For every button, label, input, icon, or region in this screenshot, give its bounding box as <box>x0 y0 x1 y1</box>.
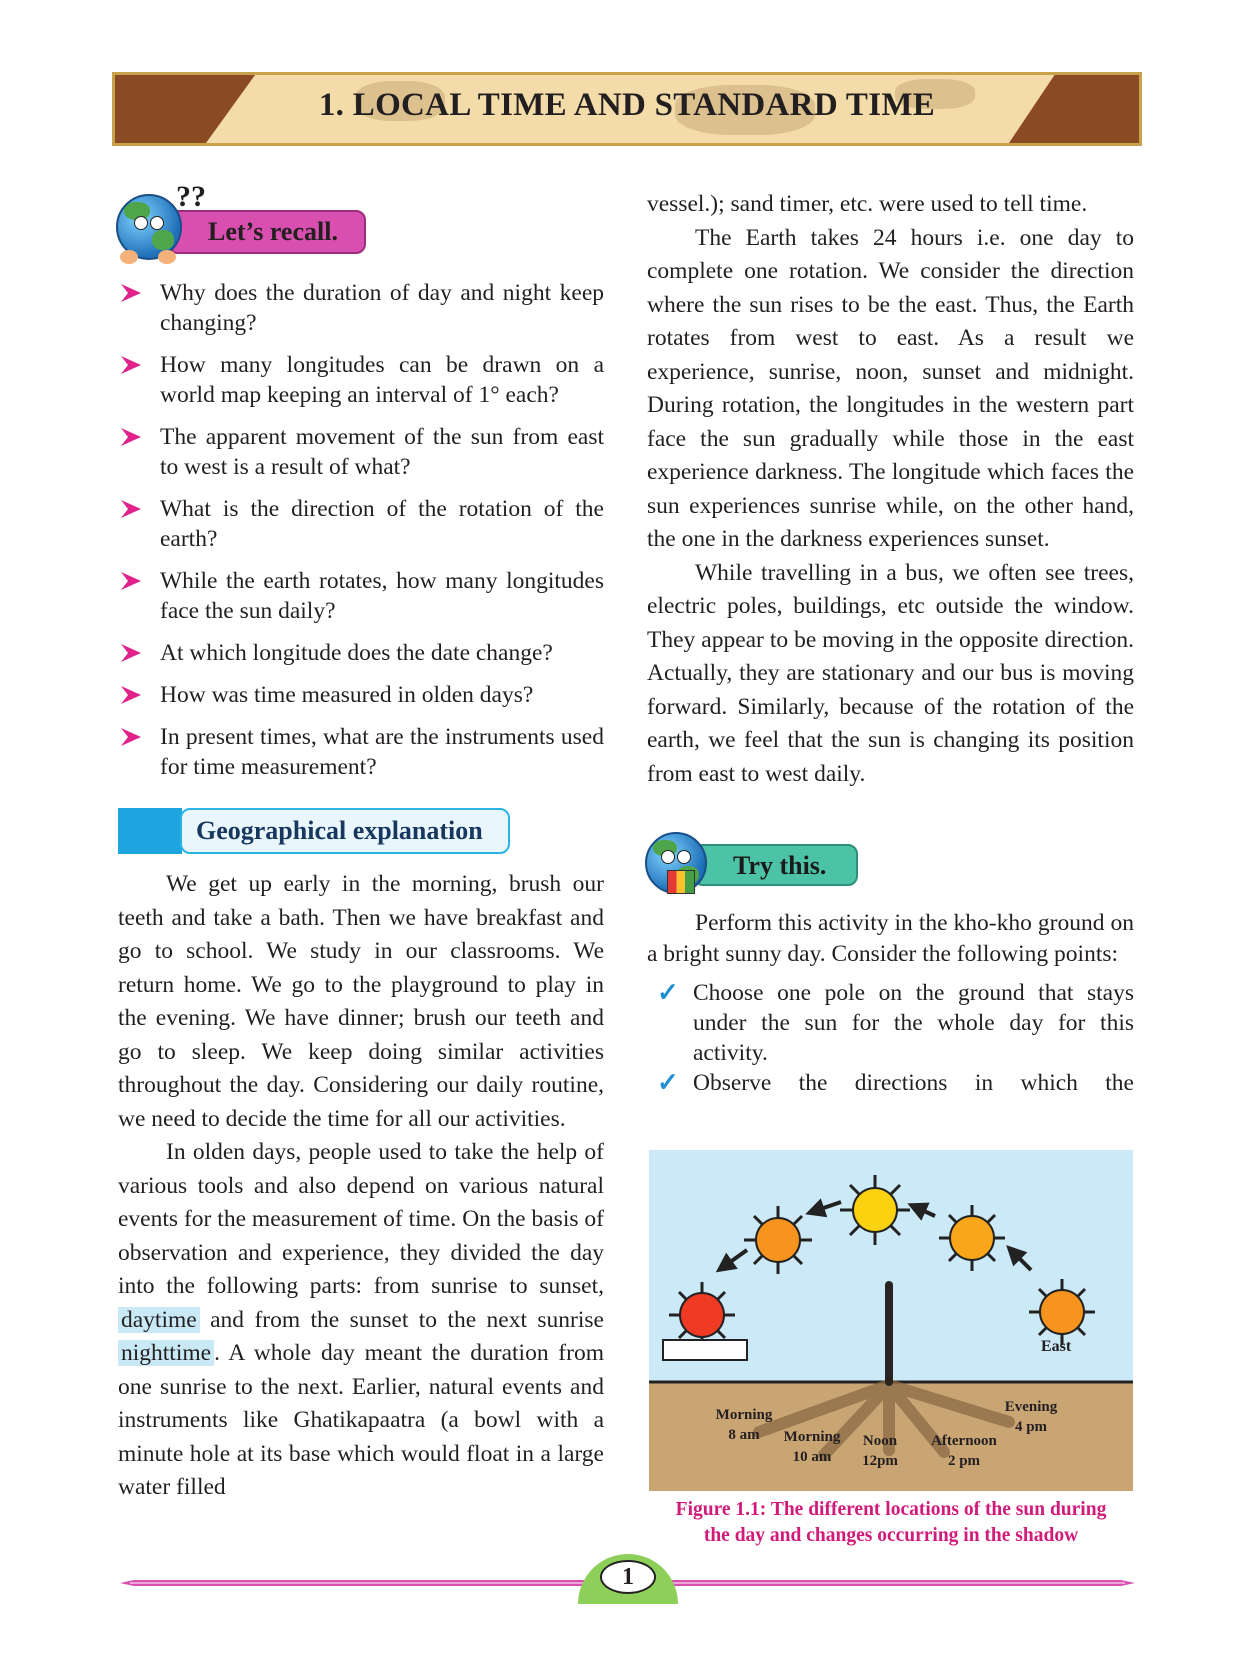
paragraph-daily-routine: We get up early in the morning, brush our teeth and take a bath. Then we have breakfast and go to school. We study in our classrooms. We return home. We go to the playground to play in the evening. We have dinner; brush our teeth and go to sleep. We keep doing similar activities throughout the day. Considering our daily routine, we need to decide the time for all our activities. <box>118 871 604 1132</box>
paragraph-earth-rotation: The Earth takes 24 hours i.e. one day to complete one rotation. We consider the direction where the sun rises to be the east. Thus, the Earth rotates from west to east. As a result we experience, sunrise, noon, sunset and midnight. During rotation, the longitudes in the western part face the sun gradually while those in the east experience darkness. The longitude which faces the sun experiences sunrise while, on the other hand, the one in the darkness experiences sunset. <box>647 224 1134 552</box>
bullet-arrow-icon <box>120 643 142 663</box>
caption-line: Figure 1.1: The different locations of the sun during <box>675 1499 1107 1520</box>
east-label: East <box>1041 1338 1072 1355</box>
question-text: While the earth rotates, how many longitudes face the sun daily? <box>160 568 604 624</box>
bullet-arrow-icon <box>120 685 142 705</box>
shadow-label-line: Morning <box>783 1429 841 1445</box>
list-item <box>118 566 604 626</box>
question-text: How was time measured in olden days? <box>160 682 534 708</box>
check-icon: ✓ <box>657 1068 679 1097</box>
bullet-arrow-icon <box>120 427 142 447</box>
shadow-label-line: Noon <box>862 1433 898 1449</box>
try-this-header <box>645 830 860 900</box>
question-text: Why does the duration of day and night keep changing? <box>160 280 604 336</box>
shadow-label-line: 10 am <box>792 1449 832 1465</box>
recall-question-list <box>118 278 604 782</box>
paragraph-continued: vessel.); sand timer, etc. were used to tell time. <box>647 191 1088 217</box>
shadow-label-4pm <box>991 1397 1071 1437</box>
shadow-label-line: 4 pm <box>1014 1419 1048 1435</box>
sun-noon-icon <box>840 1175 910 1245</box>
question-text: In present times, what are the instruments used for time measurement? <box>160 724 604 780</box>
paragraph-activity-intro: Perform this activity in the kho-kho ground on a bright sunny day. Consider the following points: <box>647 910 1134 967</box>
text-span: and from the sunset to the next sunrise <box>210 1306 604 1333</box>
text-span: In olden days, people used to take the help of various tools and also depend on various natural events for the measurement of time. On the basis of observation and experience, they divided the day into the following parts: from sunrise to sunset, <box>118 1139 604 1299</box>
list-item <box>647 978 1134 1068</box>
highlighted-term-daytime: daytime <box>118 1307 200 1333</box>
page-number-badge <box>578 1554 678 1604</box>
list-item <box>647 1068 1134 1098</box>
bullet-arrow-icon <box>120 283 142 303</box>
bullet-arrow-icon <box>120 499 142 519</box>
west-label-box <box>663 1340 747 1360</box>
chapter-title: 1. LOCAL TIME AND STANDARD TIME <box>318 87 936 123</box>
list-item <box>118 638 604 668</box>
shadow-label-line: 8 am <box>728 1427 760 1443</box>
list-item <box>118 680 604 710</box>
activity-text-column <box>647 908 1134 1098</box>
shadow-label-10am <box>767 1427 857 1467</box>
heading-block-icon <box>118 808 182 854</box>
sun-shadow-figure <box>649 1150 1133 1491</box>
mascot-hand-icon <box>158 250 176 264</box>
recall-questions-column <box>118 278 604 794</box>
shadow-label-noon <box>845 1431 915 1471</box>
shadow-label-line: Evening <box>1004 1399 1058 1415</box>
question-text: The apparent movement of the sun from east to west is a result of what? <box>160 424 604 480</box>
lets-recall-header <box>116 180 376 266</box>
check-icon: ✓ <box>657 978 679 1007</box>
caption-line: the day and changes occurring in the shadow <box>703 1525 1079 1546</box>
list-item <box>118 422 604 482</box>
paragraph-bus-example: While travelling in a bus, we often see trees, electric poles, buildings, etc outside the window. They appear to be moving in the opposite direction. Actually, they are stationary and our bus is moving forward. Similarly, because of the rotation of the earth, we feel that the sun is changing its position from east to west daily. <box>647 559 1134 787</box>
bullet-arrow-icon <box>120 355 142 375</box>
paragraph-olden-days <box>118 1136 604 1505</box>
activity-checklist <box>647 978 1134 1098</box>
rubiks-cube-icon <box>667 870 695 894</box>
text-span: . A whole day meant the duration from one sunrise to the next. Earlier, natural events and instruments like Ghatikapaatra (a bowl with a minute hole at its base which would float in a large water filled <box>118 1340 604 1500</box>
lets-recall-label: Let’s recall. <box>168 210 366 254</box>
shadow-label-line: Afternoon <box>931 1433 997 1449</box>
sun-afternoon-icon <box>744 1206 812 1274</box>
list-item <box>118 494 604 554</box>
activity-point-text: Choose one pole on the ground that stays under the sun for the whole day for this activity. <box>693 980 1134 1066</box>
geographical-explanation-label: Geographical explanation <box>180 808 510 854</box>
explanation-text-column <box>118 868 604 1505</box>
list-item <box>118 278 604 338</box>
list-item <box>118 722 604 782</box>
try-this-label: Try this. <box>693 844 858 886</box>
question-text: How many longitudes can be drawn on a world map keeping an interval of 1° each? <box>160 352 604 408</box>
activity-point-text: Observe the directions in which the <box>693 1070 1134 1096</box>
shadow-label-line: 12pm <box>862 1453 898 1469</box>
bullet-arrow-icon <box>120 727 142 747</box>
mascot-hand-icon <box>120 250 138 264</box>
chapter-title-banner <box>112 72 1142 146</box>
shadow-label-line: Morning <box>715 1407 773 1423</box>
bullet-arrow-icon <box>120 571 142 591</box>
question-marks-icon: ?? <box>176 180 206 213</box>
rotation-text-column <box>647 188 1134 791</box>
question-text: What is the direction of the rotation of the earth? <box>160 496 604 552</box>
highlighted-term-nighttime: nighttime <box>118 1340 214 1366</box>
figure-caption <box>649 1497 1133 1549</box>
question-text: At which longitude does the date change? <box>160 640 553 666</box>
shadow-label-line: 2 pm <box>947 1453 981 1469</box>
page-number: 1 <box>600 1560 656 1594</box>
shadow-label-2pm <box>919 1431 1009 1471</box>
list-item <box>118 350 604 410</box>
geographical-explanation-header <box>118 808 510 854</box>
